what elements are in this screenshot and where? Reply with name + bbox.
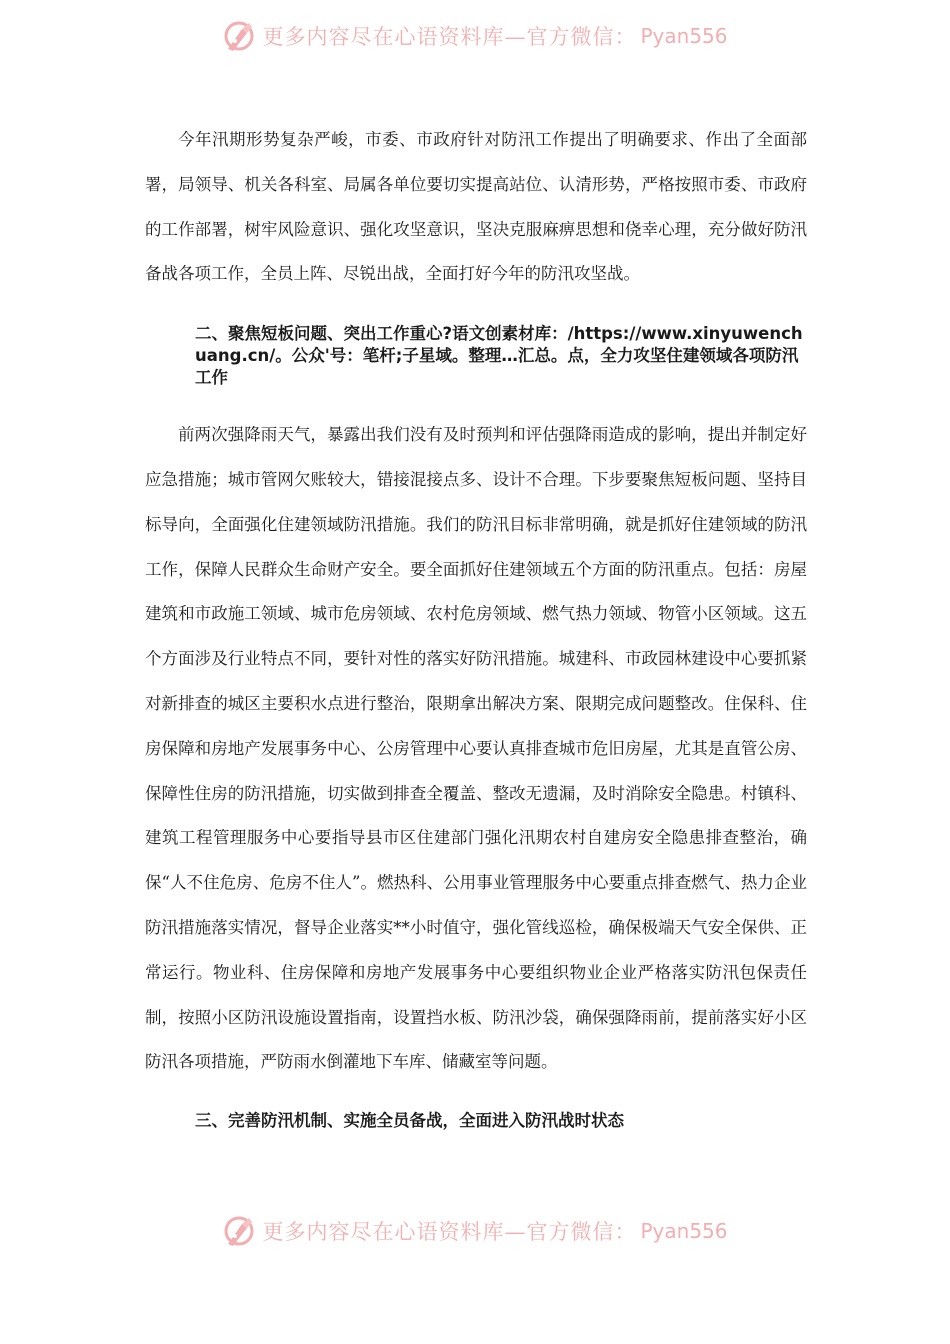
pen-logo-icon [222,19,256,53]
header-banner [0,16,950,56]
footer-wechat-id: Pyan556 [640,1219,728,1243]
footer-slogan: 更多内容尽在心语资料库—官方微信： [262,1220,637,1244]
section-heading-2: 二、聚焦短板问题、突出工作重心?语文创素材库：/https://www.xinyuwenchuang.cn/。公众'号：笔杆;子星域。整理…汇总。点，全力攻坚住建领域各项防汛工作 [195,324,803,388]
footer-banner [0,1211,950,1251]
paragraph-1: 今年汛期形势复杂严峻，市委、市政府针对防汛工作提出了明确要求、作出了全面部署，局领导、机关各科室、局属各单位要切实提高站位、认清形势，严格按照市委、市政府的工作部署，树牢风险意识、强化攻坚意识，坚决克服麻痹思想和侥幸心理，充分做好防汛备战各项工作，全员上阵、尽锐出战，全面打好今年的防汛攻坚战。 [145,130,807,284]
document-body [145,118,807,1132]
pen-logo-icon [222,1214,256,1248]
header-slogan: 更多内容尽在心语资料库—官方微信： [262,25,637,49]
paragraph-2: 前两次强降雨天气，暴露出我们没有及时预判和评估强降雨造成的影响，提出并制定好应急措施；城市管网欠账较大，错接混接点多、设计不合理。下步要聚焦短板问题、坚持目标导向，全面强化住建领域防汛措施。我们的防汛目标非常明确，就是抓好住建领域的防汛工作，保障人民群众生命财产安全。要全面抓好住建领域五个方面的防汛重点。包括：房屋建筑和市政施工领域、城市危房领域、农村危房领域、燃气热力领域、物管小区领域。这五个方面涉及行业特点不同，要针对性的落实好防汛措施。城建科、市政园林建设中心要抓紧对新排查的城区主要积水点进行整治，限期拿出解决方案、限期完成问题整改。住保科、住房保障和房地产发展事务中心、公房管理中心要认真排查城市危旧房屋，尤其是直管公房、保障性住房的防汛措施，切实做到排查全覆盖、整改无遗漏，及时消除安全隐患。村镇科、建筑工程管理服务中心要指导县市区住建部门强化汛期农村自建房安全隐患排查整治，确保“人不住危房、危房不住人”。燃热科、公用事业管理服务中心要重点排查燃气、热力企业防汛措施落实情况，督导企业落实**小时值守，强化管线巡检，确保极端天气安全保供、正常运行。物业科、住房保障和房地产发展事务中心要组织物业企业严格落实防汛包保责任制，按照小区防汛设施设置指南，设置挡水板、防汛沙袋，确保强降雨前，提前落实好小区防汛各项措施，严防雨水倒灌地下车库、储藏室等问题。 [145,425,807,1072]
section-heading-3: 三、完善防汛机制、实施全员备战，全面进入防汛战时状态 [195,1111,624,1131]
header-wechat-id: Pyan556 [640,24,728,48]
